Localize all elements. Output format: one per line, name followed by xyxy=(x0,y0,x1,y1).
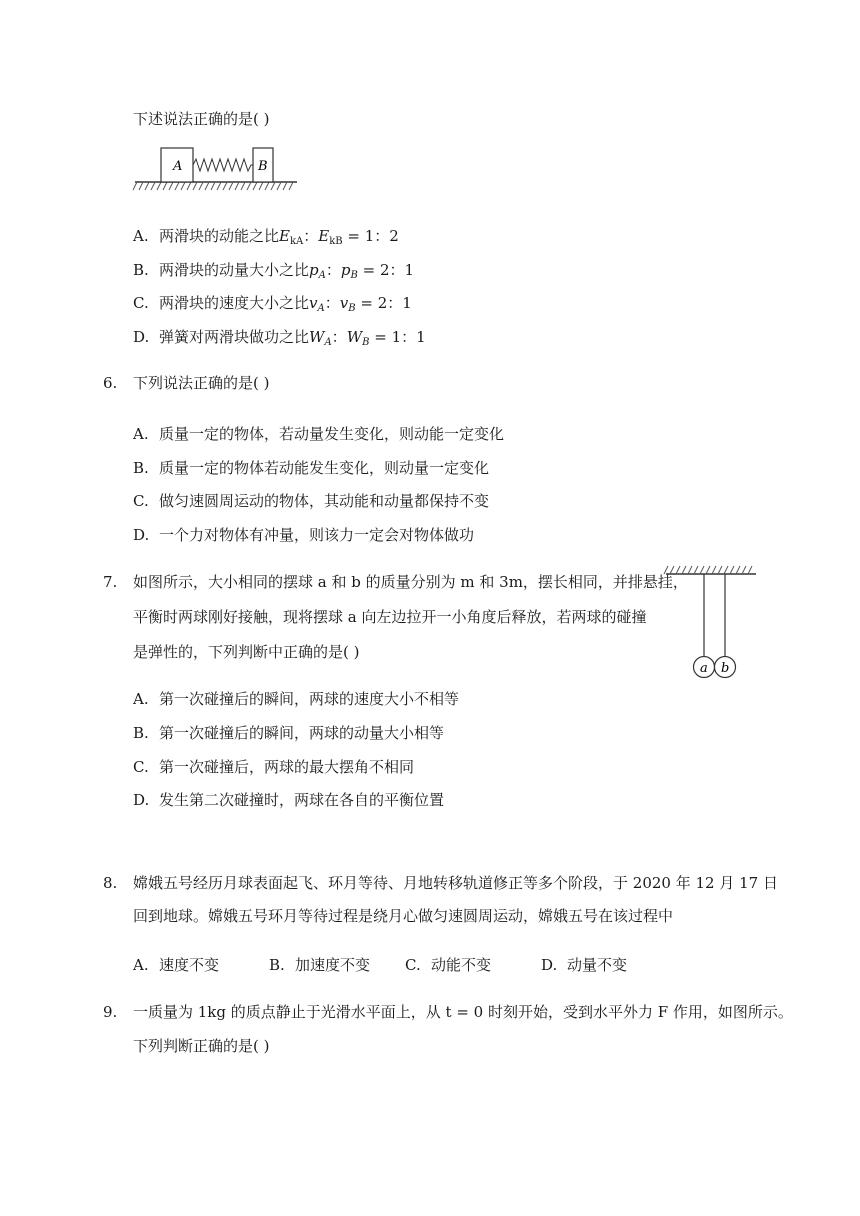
q9-stem-line-2: 下列判断正确的是( ) xyxy=(133,1037,270,1055)
q6-number: 6. xyxy=(103,374,118,392)
q5-option-d: D. 弹簧对两滑块做功之比$W_A$：$W_B = 1$：1 xyxy=(133,328,426,348)
spring-blocks-figure xyxy=(133,146,303,196)
pendulum-figure xyxy=(662,564,762,682)
q8-option-c: C. 动能不变 xyxy=(405,956,492,974)
q8-option-d: D. 动量不变 xyxy=(541,956,628,974)
q5-stem: 下述说法正确的是( ) xyxy=(133,110,270,128)
q7-stem-line-3: 是弹性的，下列判断中正确的是( ) xyxy=(133,643,360,661)
q8-stem-line-1: 嫦娥五号经历月球表面起飞、环月等待、月地转移轨道修正等多个阶段，于 2020 年 12 月 17 日 xyxy=(133,874,778,892)
q5-option-c: C. 两滑块的速度大小之比$v_A$：$v_B = 2$：1 xyxy=(133,294,412,314)
q7-option-a: A. 第一次碰撞后的瞬间，两球的速度大小不相等 xyxy=(133,690,460,708)
q8-number: 8. xyxy=(103,874,118,892)
q7-option-d: D. 发生第二次碰撞时，两球在各自的平衡位置 xyxy=(133,791,445,809)
q6-option-c: C. 做匀速圆周运动的物体，其动能和动量都保持不变 xyxy=(133,492,490,510)
q8-option-a: A. 速度不变 xyxy=(133,956,220,974)
q9-number: 9. xyxy=(103,1003,118,1021)
q6-option-d: D. 一个力对物体有冲量，则该力一定会对物体做功 xyxy=(133,526,475,544)
q6-stem: 下列说法正确的是( ) xyxy=(133,374,270,392)
block-a-label: A xyxy=(173,159,183,174)
q8-option-b: B. 加速度不变 xyxy=(269,956,371,974)
q5-option-b: B. 两滑块的动量大小之比$p_A$：$p_B = 2$：1 xyxy=(133,261,415,281)
q7-option-b: B. 第一次碰撞后的瞬间，两球的动量大小相等 xyxy=(133,724,445,742)
q7-option-c: C. 第一次碰撞后，两球的最大摆角不相同 xyxy=(133,758,415,776)
q6-option-a: A. 质量一定的物体，若动量发生变化，则动能一定变化 xyxy=(133,425,505,443)
q7-stem-line-1: 如图所示，大小相同的摆球 a 和 b 的质量分别为 m 和 3m，摆长相同，并排悬挂， xyxy=(133,573,688,591)
q6-option-b: B. 质量一定的物体若动能发生变化，则动量一定变化 xyxy=(133,459,490,477)
q8-stem-line-2: 回到地球。嫦娥五号环月等待过程是绕月心做匀速圆周运动，嫦娥五号在该过程中 xyxy=(133,907,674,925)
q5-option-a: A. 两滑块的动能之比$E_{kA}$：$E_{kB} = 1$：2 xyxy=(133,227,399,247)
q7-number: 7. xyxy=(103,573,118,591)
q7-stem-line-2: 平衡时两球刚好接触，现将摆球 a 向左边拉开一小角度后释放，若两球的碰撞 xyxy=(133,608,647,626)
ball-b-label: b xyxy=(721,661,730,676)
block-b-label: B xyxy=(258,159,268,174)
q9-stem-line-1: 一质量为 1kg 的质点静止于光滑水平面上，从 t = 0 时刻开始，受到水平外力 F 作用，如图所示。 xyxy=(133,1003,793,1021)
spring xyxy=(193,159,253,171)
ball-a-label: a xyxy=(700,661,708,676)
